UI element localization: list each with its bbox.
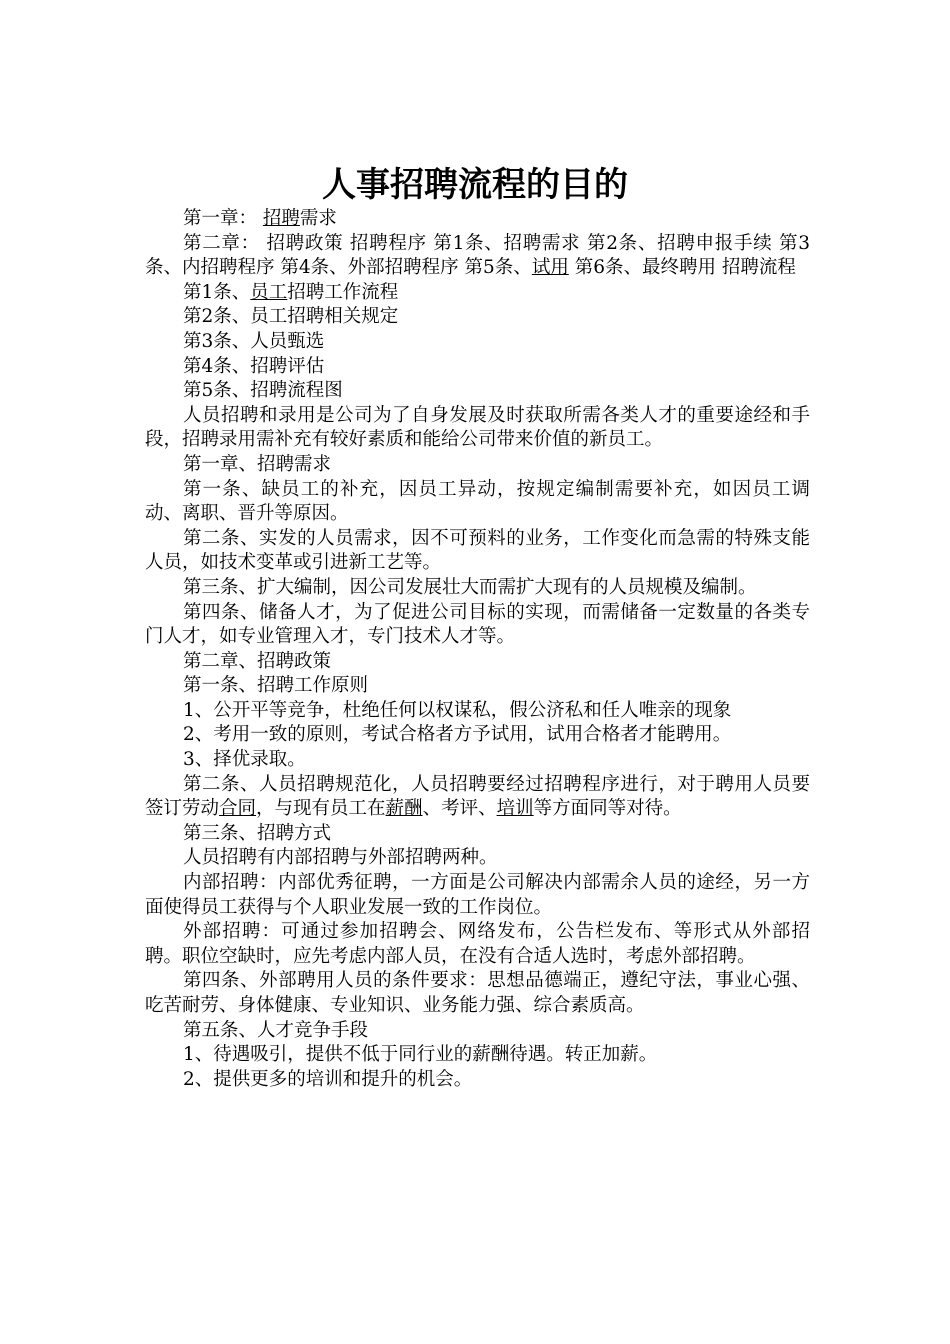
paragraph-text: 2、提供更多的培训和提升的机会。	[183, 1068, 473, 1090]
paragraph	[145, 478, 810, 527]
paragraph	[145, 232, 810, 281]
paragraph-text: 第三条、招聘方式	[183, 822, 332, 844]
paragraph	[145, 576, 810, 601]
keyword-link[interactable]: 员工	[250, 281, 288, 303]
paragraph-text: 3、择优录取。	[183, 749, 306, 771]
paragraph-text: 人员招聘有内部招聘与外部招聘两种。	[183, 847, 498, 869]
paragraph	[145, 1019, 810, 1044]
paragraph	[145, 305, 810, 330]
paragraph	[145, 281, 810, 306]
document-body	[145, 207, 810, 1092]
paragraph-text: 第一条、缺员工的补充，因员工异动，按规定编制需要补充，如因员工调动、离职、晋升等原因。	[145, 478, 810, 525]
paragraph-text: 1、待遇吸引，提供不低于同行业的薪酬待遇。转正加薪。	[183, 1044, 658, 1066]
paragraph-text: 内部招聘：内部优秀征聘，一方面是公司解决内部需余人员的途经，另一方面使得员工获得与个人职业发展一致的工作岗位。	[145, 872, 810, 918]
paragraph-text: 需求	[299, 208, 337, 229]
paragraph	[145, 723, 810, 748]
paragraph-text: 第一章、招聘需求	[183, 453, 332, 475]
paragraph	[145, 355, 810, 380]
paragraph	[145, 379, 810, 404]
paragraph	[145, 920, 810, 969]
paragraph	[145, 773, 810, 822]
paragraph	[145, 822, 810, 847]
paragraph-text: 第6条、最终聘用 招聘流程	[568, 257, 796, 279]
paragraph-text: 2、考用一致的原则，考试合格者方予试用，试用合格者才能聘用。	[183, 724, 732, 746]
paragraph-text: 第1条、	[183, 281, 251, 303]
paragraph-text: 第五条、人才竞争手段	[183, 1019, 369, 1041]
paragraph-text: 第一章：	[183, 208, 263, 229]
paragraph	[145, 871, 810, 920]
paragraph-text: 、考评、	[422, 798, 497, 820]
paragraph	[145, 674, 810, 699]
keyword-link[interactable]: 培训	[496, 798, 534, 820]
paragraph	[145, 453, 810, 478]
paragraph-text: 外部招聘：可通过参加招聘会、网络发布，公告栏发布、等形式从外部招聘。职位空缺时，应先考虑内部人员，在没有合适人选时，考虑外部招聘。	[145, 921, 810, 967]
paragraph	[145, 699, 810, 724]
paragraph	[145, 846, 810, 871]
paragraph-text: 等方面同等对待。	[533, 798, 682, 820]
paragraph-text: 第二章： 招聘政策 招聘程序 第1条、招聘需求 第2条、招聘申报手续 第3条、内招聘程序 第4条、外部招聘程序 第5条、	[145, 232, 810, 279]
paragraph-text: 第3条、人员甄选	[183, 330, 325, 352]
paragraph	[145, 650, 810, 675]
paragraph-text: 1、公开平等竞争，杜绝任何以权谋私，假公济私和任人唯亲的现象	[183, 699, 732, 721]
paragraph-text: 第4条、招聘评估	[183, 355, 325, 377]
document-title: 人事招聘流程的目的	[322, 165, 628, 205]
paragraph-text: 第2条、员工招聘相关规定	[183, 306, 399, 328]
paragraph-text: 第二条、人员招聘规范化，人员招聘要经过招聘程序进行，对于聘用人员要签订劳动	[145, 773, 810, 820]
paragraph-text: 第5条、招聘流程图	[183, 380, 343, 402]
paragraph	[145, 527, 810, 576]
keyword-link[interactable]: 薪酬	[385, 798, 423, 820]
paragraph	[145, 601, 810, 650]
paragraph-text: 第四条、储备人才，为了促进公司目标的实现，而需储备一定数量的各类专门人才，如专业管理入才，专门技术人才等。	[145, 601, 810, 648]
paragraph-text: 第一条、招聘工作原则	[183, 675, 369, 697]
paragraph-text: 第三条、扩大编制，因公司发展壮大而需扩大现有的人员规模及编制。	[183, 576, 757, 598]
paragraph	[145, 207, 810, 232]
paragraph-text: 第二章、招聘政策	[183, 650, 332, 672]
paragraph	[145, 969, 810, 1018]
keyword-link[interactable]: 招聘	[262, 208, 300, 229]
paragraph-text: 招聘工作流程	[287, 281, 399, 303]
paragraph-text: 第二条、实发的人员需求，因不可预料的业务，工作变化而急需的特殊支能人员，如技术变革或引进新工艺等。	[145, 527, 810, 574]
keyword-link[interactable]: 合同	[219, 798, 257, 820]
paragraph	[145, 330, 810, 355]
paragraph	[145, 1043, 810, 1068]
keyword-link[interactable]: 试用	[531, 257, 569, 279]
paragraph-text: ，与现有员工在	[256, 798, 386, 820]
paragraph	[145, 748, 810, 773]
paragraph	[145, 404, 810, 453]
paragraph-text: 人员招聘和录用是公司为了自身发展及时获取所需各类人才的重要途经和手段，招聘录用需补充有较好素质和能给公司带来价值的新员工。	[145, 404, 810, 451]
paragraph	[145, 1068, 810, 1093]
paragraph-text: 第四条、外部聘用人员的条件要求：思想品德端正，遵纪守法，事业心强、吃苦耐劳、身体健康、专业知识、业务能力强、综合素质高。	[145, 970, 810, 1016]
